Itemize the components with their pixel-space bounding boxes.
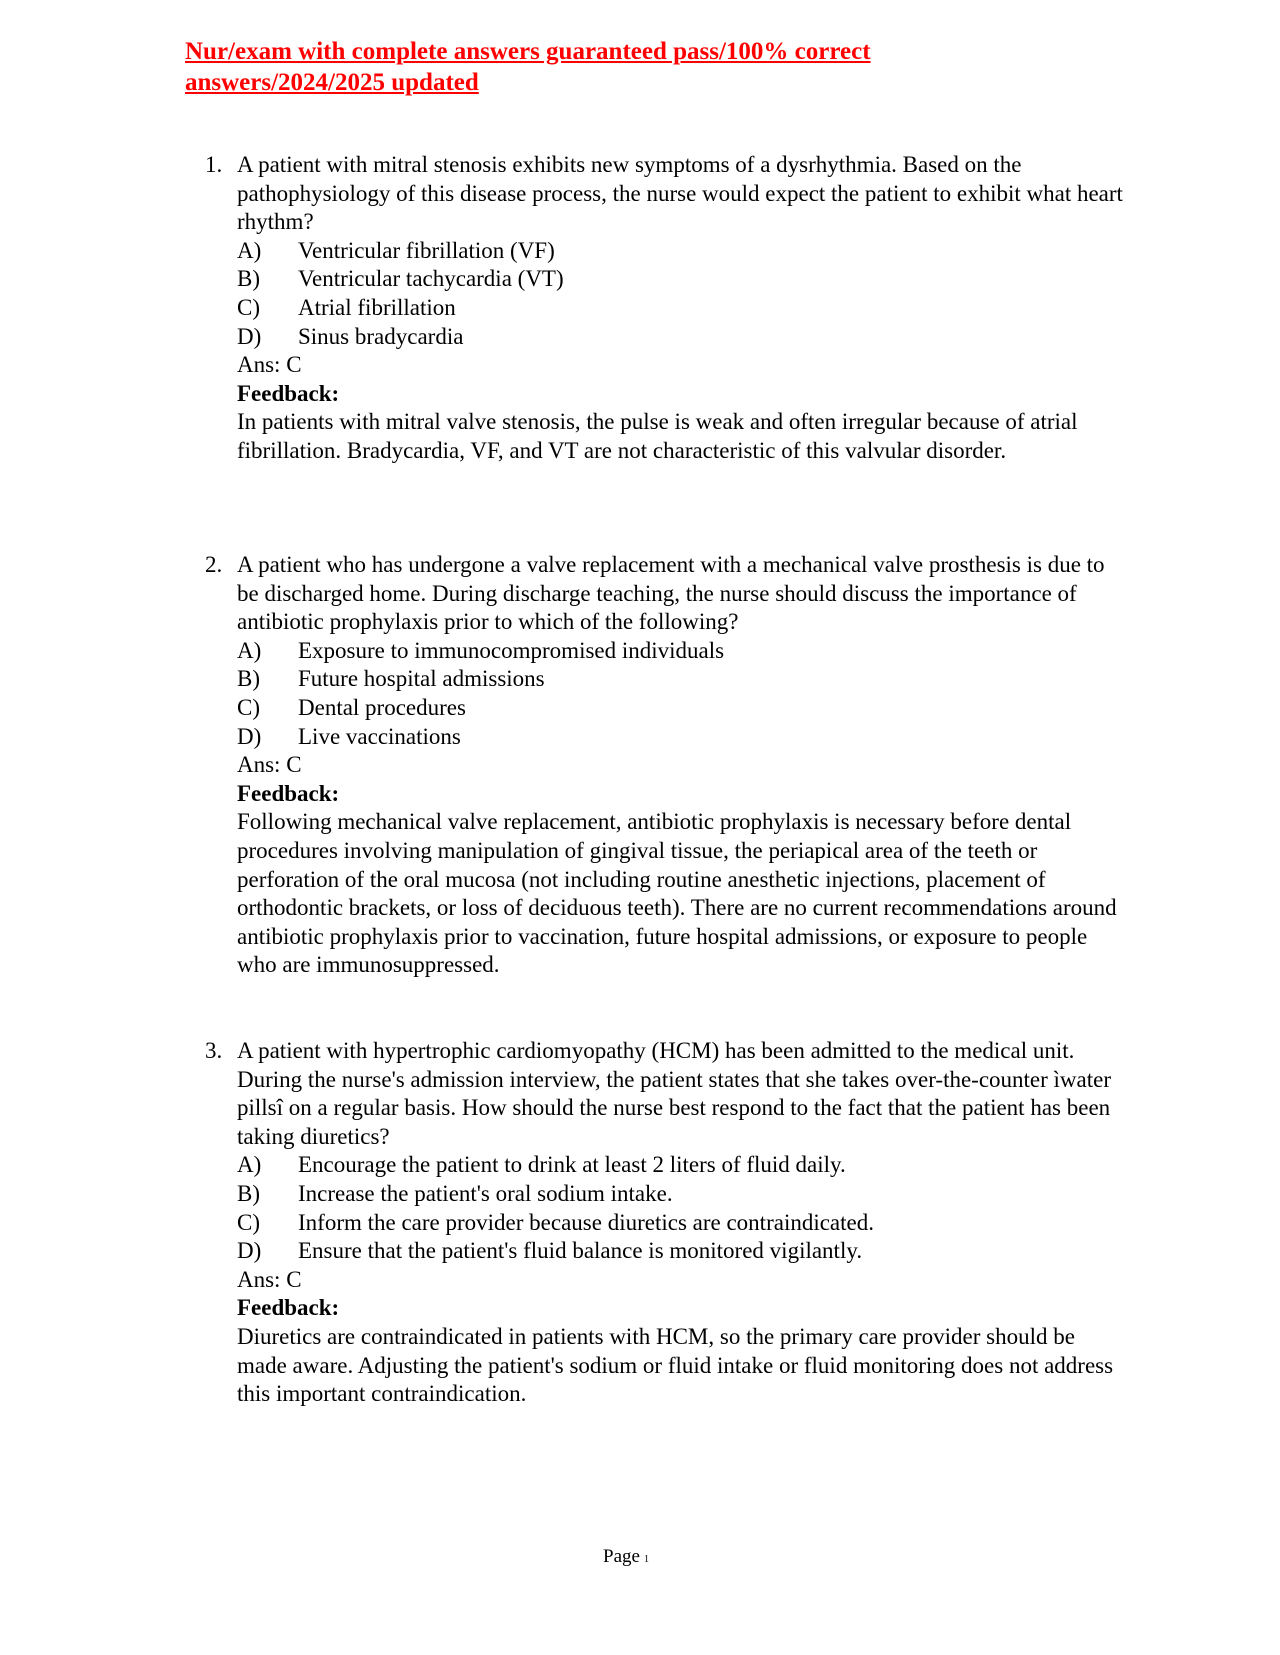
answer-option — [237, 723, 1125, 752]
option-letter: A) — [237, 637, 262, 663]
question-stem: A patient who has undergone a valve replacement with a mechanical valve prosthesis is due to be discharged home. During discharge teaching, the nurse should discuss the importance of antibiotic prophylaxis prior to which of the following? — [237, 552, 1105, 635]
option-text: Ensure that the patient's fluid balance is monitored vigilantly. — [298, 1238, 863, 1264]
question-2 — [205, 551, 1125, 980]
question-1 — [205, 151, 1125, 466]
document-title: Nur/exam with complete answers guaranteed pass/100% correct answers/2024/2025 updated — [185, 38, 871, 96]
answer-option — [237, 1151, 1125, 1180]
feedback-heading: Feedback: — [237, 1295, 340, 1321]
option-letter: D) — [237, 323, 262, 349]
question-stem: A patient with hypertrophic cardiomyopathy (HCM) has been admitted to the medical unit. During the nurse's admission interview, the patient states that she takes over-the-counter ìwater pillsî on a regular basis. How should the nurse best respond to the fact that the patient has been taking diuretics? — [237, 1038, 1112, 1149]
answer-option — [237, 665, 1125, 694]
option-letter: D) — [237, 723, 262, 749]
page-footer — [603, 1546, 649, 1568]
option-letter: B) — [237, 666, 260, 692]
page-number: 1 — [643, 1554, 649, 1565]
option-text: Exposure to immunocompromised individuals — [298, 637, 725, 663]
answer-option — [237, 265, 1125, 294]
option-letter: B) — [237, 266, 260, 292]
question-3 — [205, 1037, 1125, 1409]
option-text: Ventricular fibrillation (VF) — [298, 237, 555, 263]
answer-option — [237, 1237, 1125, 1266]
option-letter: A) — [237, 237, 262, 263]
feedback-text: Diuretics are contraindicated in patients with HCM, so the primary care provider should be made aware. Adjusting the patient's sodium or fluid intake or fluid monitoring does not address this important contraindication. — [237, 1323, 1114, 1407]
question-stem: A patient with mitral stenosis exhibits new symptoms of a dysrhythmia. Based on the pathophysiology of this disease process, the nurse would expect the patient to exhibit what heart rhythm? — [237, 152, 1123, 235]
answer-option — [237, 237, 1125, 266]
option-text: Encourage the patient to drink at least 2 liters of fluid daily. — [298, 1152, 846, 1178]
answer-option — [237, 323, 1125, 352]
answer-key: Ans: C — [237, 352, 302, 378]
option-text: Atrial fibrillation — [298, 294, 456, 320]
option-text: Inform the care provider because diuretics are contraindicated. — [298, 1209, 874, 1235]
option-text: Ventricular tachycardia (VT) — [298, 266, 564, 292]
option-letter: C) — [237, 694, 260, 720]
question-number: 3. — [205, 1038, 223, 1063]
option-text: Future hospital admissions — [298, 666, 545, 692]
question-number: 1. — [205, 152, 223, 177]
option-letter: A) — [237, 1152, 262, 1178]
option-letter: C) — [237, 294, 260, 320]
option-text: Live vaccinations — [298, 723, 461, 749]
option-text: Sinus bradycardia — [298, 323, 464, 349]
answer-key: Ans: C — [237, 1266, 302, 1292]
answer-option — [237, 294, 1125, 323]
feedback-heading: Feedback: — [237, 780, 340, 806]
option-text: Increase the patient's oral sodium intake. — [298, 1180, 673, 1206]
answer-key: Ans: C — [237, 752, 302, 778]
option-letter: D) — [237, 1238, 262, 1264]
question-number: 2. — [205, 552, 223, 577]
answer-option — [237, 1180, 1125, 1209]
answer-option — [237, 637, 1125, 666]
feedback-text: In patients with mitral valve stenosis, the pulse is weak and often irregular because of atrial fibrillation. Bradycardia, VF, and VT are not characteristic of this valvular disorder. — [237, 409, 1078, 463]
feedback-text: Following mechanical valve replacement, antibiotic prophylaxis is necessary before dental procedures involving manipulation of gingival tissue, the periapical area of the teeth or perforation of the oral mucosa (not including routine anesthetic injections, placement of orthodontic brackets, or loss of deciduous teeth). There are no current recommendations around antibiotic prophylaxis prior to vaccination, future hospital admissions, or exposure to people who are immunosuppressed. — [237, 809, 1117, 978]
answer-option — [237, 694, 1125, 723]
answer-option — [237, 1209, 1125, 1238]
option-letter: C) — [237, 1209, 260, 1235]
option-text: Dental procedures — [298, 694, 466, 720]
feedback-heading: Feedback: — [237, 380, 340, 406]
option-letter: B) — [237, 1180, 260, 1206]
page-label: Page — [603, 1546, 640, 1567]
